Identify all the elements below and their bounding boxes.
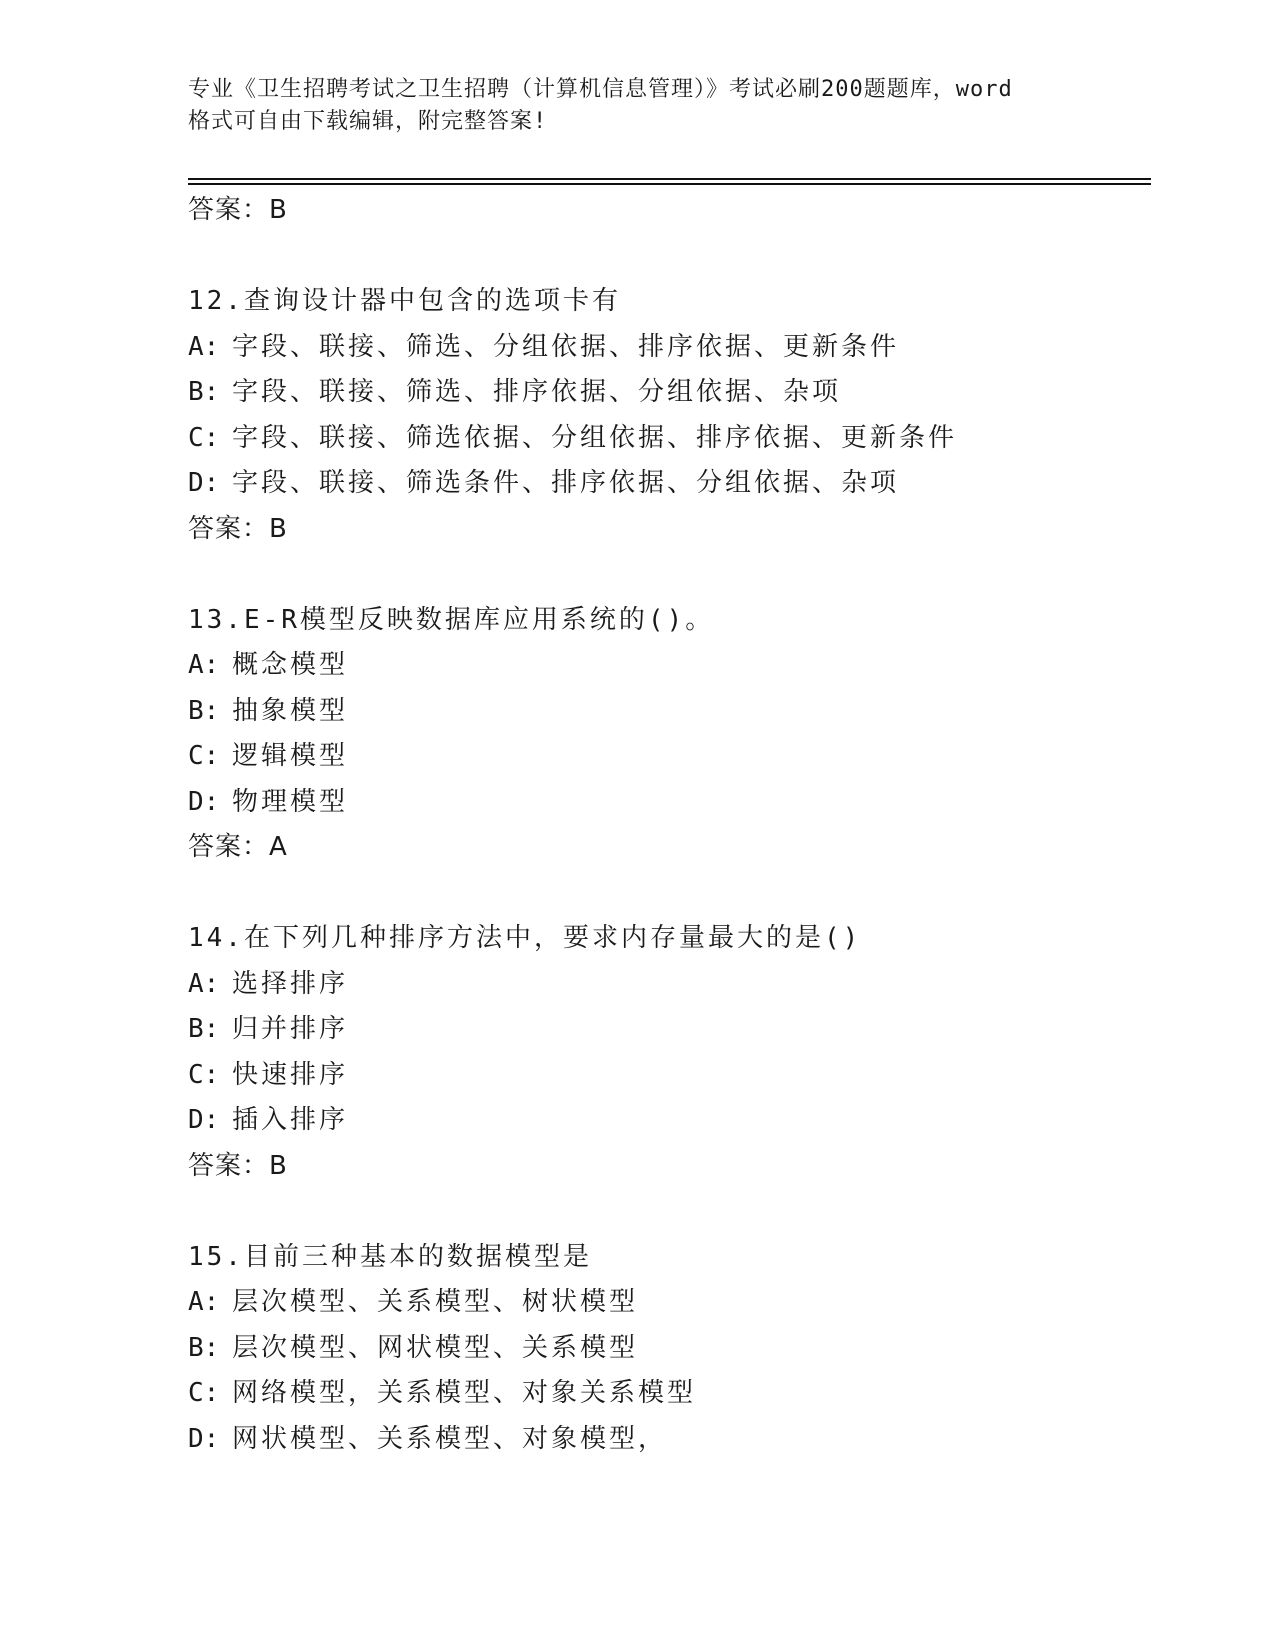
question-stem: 13.E-R模型反映数据库应用系统的()。 <box>188 604 715 635</box>
option-text: 字段、联接、筛选、排序依据、分组依据、杂项 <box>232 377 842 407</box>
option-letter: D: <box>188 786 220 817</box>
option-text: 字段、联接、筛选条件、排序依据、分组依据、杂项 <box>232 468 900 498</box>
option-letter: B: <box>188 695 220 726</box>
option-line <box>188 689 1148 735</box>
option-line <box>188 1007 1148 1053</box>
option-letter: D: <box>188 1105 220 1135</box>
question-block <box>188 279 1148 552</box>
header-divider-bottom <box>188 183 1151 185</box>
option-letter: B: <box>188 1014 220 1044</box>
question-block <box>188 916 1148 1189</box>
question-stem: 12.查询设计器中包含的选项卡有 <box>188 286 621 316</box>
option-line <box>188 1417 1148 1463</box>
answer-line: 答案：B <box>188 513 288 544</box>
option-letter: A: <box>188 650 220 680</box>
option-text: 快速排序 <box>232 1059 349 1090</box>
answer-line: 答案：A <box>188 832 288 862</box>
option-text: 插入排序 <box>232 1105 349 1135</box>
option-line <box>188 325 1148 371</box>
option-text: 层次模型、网状模型、关系模型 <box>232 1332 639 1363</box>
option-text: 层次模型、关系模型、树状模型 <box>232 1287 639 1317</box>
spacer <box>188 552 1148 598</box>
answer-line: 答案：B <box>188 1150 288 1181</box>
option-text: 网络模型，关系模型、对象关系模型 <box>232 1378 697 1408</box>
option-letter: C: <box>188 741 220 771</box>
question-stem: 14.在下列几种排序方法中，要求内存量最大的是() <box>188 923 862 953</box>
option-text: 抽象模型 <box>232 695 349 726</box>
option-letter: A: <box>188 968 220 999</box>
option-letter: A: <box>188 331 220 362</box>
option-text: 归并排序 <box>232 1014 349 1044</box>
spacer <box>188 1189 1148 1235</box>
option-line <box>188 370 1148 416</box>
option-letter: C: <box>188 1059 220 1090</box>
option-line <box>188 1280 1148 1326</box>
option-letter: D: <box>188 1423 220 1454</box>
option-line <box>188 416 1148 462</box>
question-stem: 15.目前三种基本的数据模型是 <box>188 1241 592 1272</box>
document-header <box>188 74 1088 138</box>
question-block <box>188 598 1148 871</box>
option-line <box>188 1053 1148 1099</box>
option-text: 概念模型 <box>232 650 349 680</box>
spacer <box>188 234 1148 280</box>
option-line <box>188 643 1148 689</box>
option-line <box>188 1371 1148 1417</box>
option-text: 物理模型 <box>232 786 349 817</box>
document-body <box>188 188 1148 1462</box>
option-text: 字段、联接、筛选依据、分组依据、排序依据、更新条件 <box>232 422 958 453</box>
header-divider-top <box>188 178 1151 180</box>
option-line <box>188 962 1148 1008</box>
option-letter: D: <box>188 468 220 498</box>
header-line-1: 专业《卫生招聘考试之卫生招聘（计算机信息管理）》考试必刷200题题库，word <box>188 77 1013 102</box>
option-text: 网状模型、关系模型、对象模型， <box>232 1423 668 1454</box>
option-line <box>188 1326 1148 1372</box>
option-line <box>188 461 1148 507</box>
option-line <box>188 734 1148 780</box>
option-letter: B: <box>188 377 220 407</box>
option-letter: A: <box>188 1287 220 1317</box>
option-text: 选择排序 <box>232 968 349 999</box>
option-line <box>188 1098 1148 1144</box>
option-letter: B: <box>188 1332 220 1363</box>
answer-line: 答案：B <box>188 195 288 225</box>
question-block <box>188 1235 1148 1463</box>
header-line-2: 格式可自由下载编辑，附完整答案! <box>188 109 548 134</box>
option-letter: C: <box>188 1378 220 1408</box>
option-letter: C: <box>188 422 220 453</box>
option-text: 字段、联接、筛选、分组依据、排序依据、更新条件 <box>232 331 900 362</box>
option-line <box>188 780 1148 826</box>
option-text: 逻辑模型 <box>232 741 349 771</box>
spacer <box>188 871 1148 917</box>
